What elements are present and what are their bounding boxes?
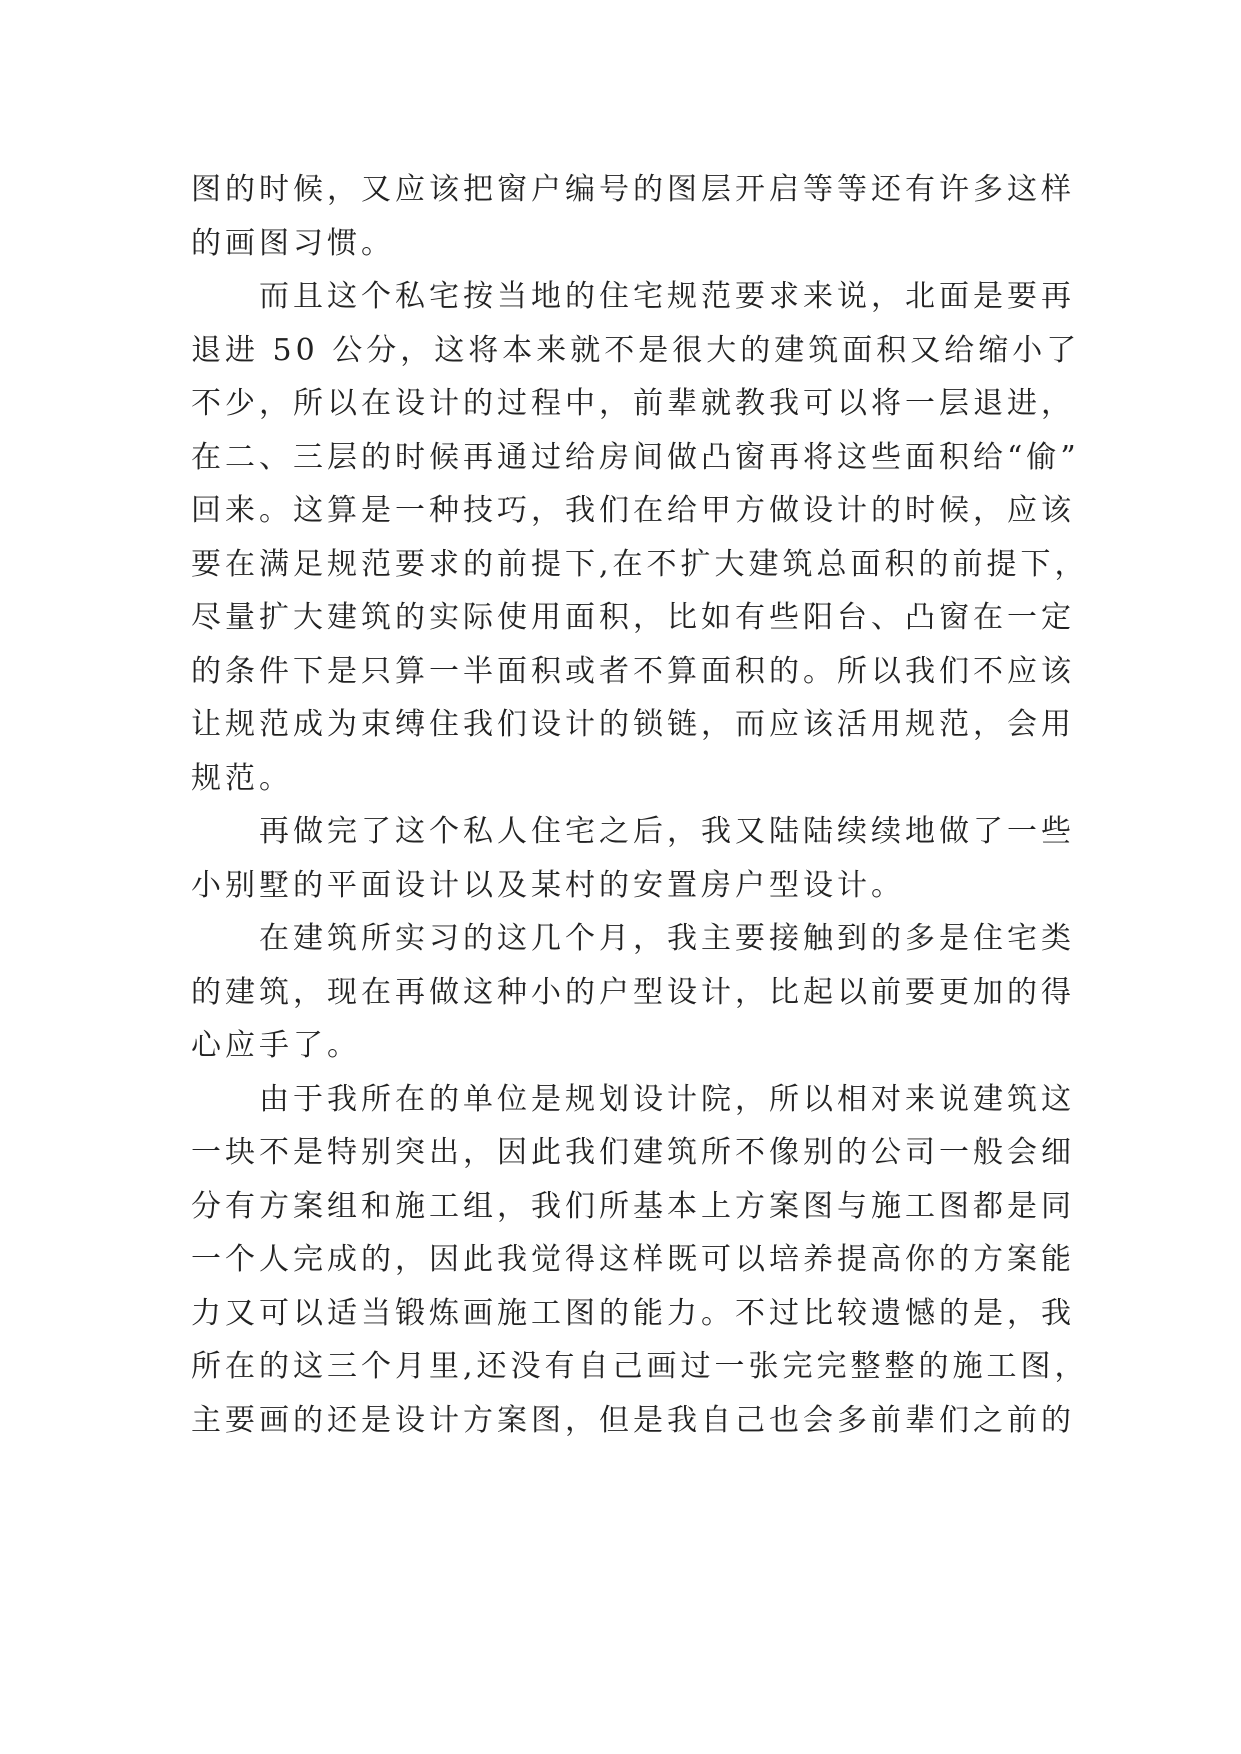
text-line: 所在的这三个月里,还没有自己画过一张完完整整的施工图， bbox=[191, 1349, 1089, 1384]
text-line: 规范。 bbox=[191, 760, 293, 796]
text-line: 回来。这算是一种技巧，我们在给甲方做设计的时候，应该 bbox=[191, 493, 1075, 528]
text-line: 不少，所以在设计的过程中，前辈就教我可以将一层退进， bbox=[191, 386, 1075, 421]
text-line: 尽量扩大建筑的实际使用面积，比如有些阳台、凸窗在一定 bbox=[191, 600, 1075, 635]
text-line: 退进 50 公分，这将本来就不是很大的建筑面积又给缩小了 bbox=[191, 332, 1081, 368]
text-line: 的条件下是只算一半面积或者不算面积的。所以我们不应该 bbox=[191, 653, 1075, 689]
text-line: 由于我所在的单位是规划设计院，所以相对来说建筑这 bbox=[191, 1081, 1075, 1117]
text-line: 在二、三层的时候再通过给房间做凸窗再将这些面积给“偷” bbox=[191, 439, 1080, 475]
text-line: 而且这个私宅按当地的住宅规范要求来说，北面是要再 bbox=[191, 279, 1075, 314]
text-line: 的画图习惯。 bbox=[191, 225, 395, 261]
text-line: 力又可以适当锻炼画施工图的能力。不过比较遗憾的是，我 bbox=[191, 1295, 1075, 1331]
text-line: 心应手了。 bbox=[191, 1028, 361, 1063]
text-line: 小别墅的平面设计以及某村的安置房户型设计。 bbox=[191, 867, 905, 903]
text-line: 要在满足规范要求的前提下,在不扩大建筑总面积的前提下， bbox=[191, 546, 1089, 582]
text-line: 一块不是特别突出，因此我们建筑所不像别的公司一般会细 bbox=[191, 1135, 1075, 1170]
text-line: 再做完了这个私人住宅之后，我又陆陆续续地做了一些 bbox=[191, 814, 1075, 849]
text-line: 让规范成为束缚住我们设计的锁链，而应该活用规范，会用 bbox=[191, 707, 1075, 742]
text-line: 图的时候，又应该把窗户编号的图层开启等等还有许多这样 bbox=[191, 172, 1075, 207]
text-line: 在建筑所实习的这几个月，我主要接触到的多是住宅类 bbox=[191, 921, 1075, 956]
text-line: 分有方案组和施工组，我们所基本上方案图与施工图都是同 bbox=[191, 1188, 1075, 1224]
text-line: 主要画的还是设计方案图，但是我自己也会多前辈们之前的 bbox=[191, 1402, 1075, 1438]
text-line: 一个人完成的，因此我觉得这样既可以培养提高你的方案能 bbox=[191, 1242, 1075, 1277]
text-line: 的建筑，现在再做这种小的户型设计，比起以前要更加的得 bbox=[191, 974, 1075, 1010]
body-text bbox=[191, 163, 1089, 1447]
